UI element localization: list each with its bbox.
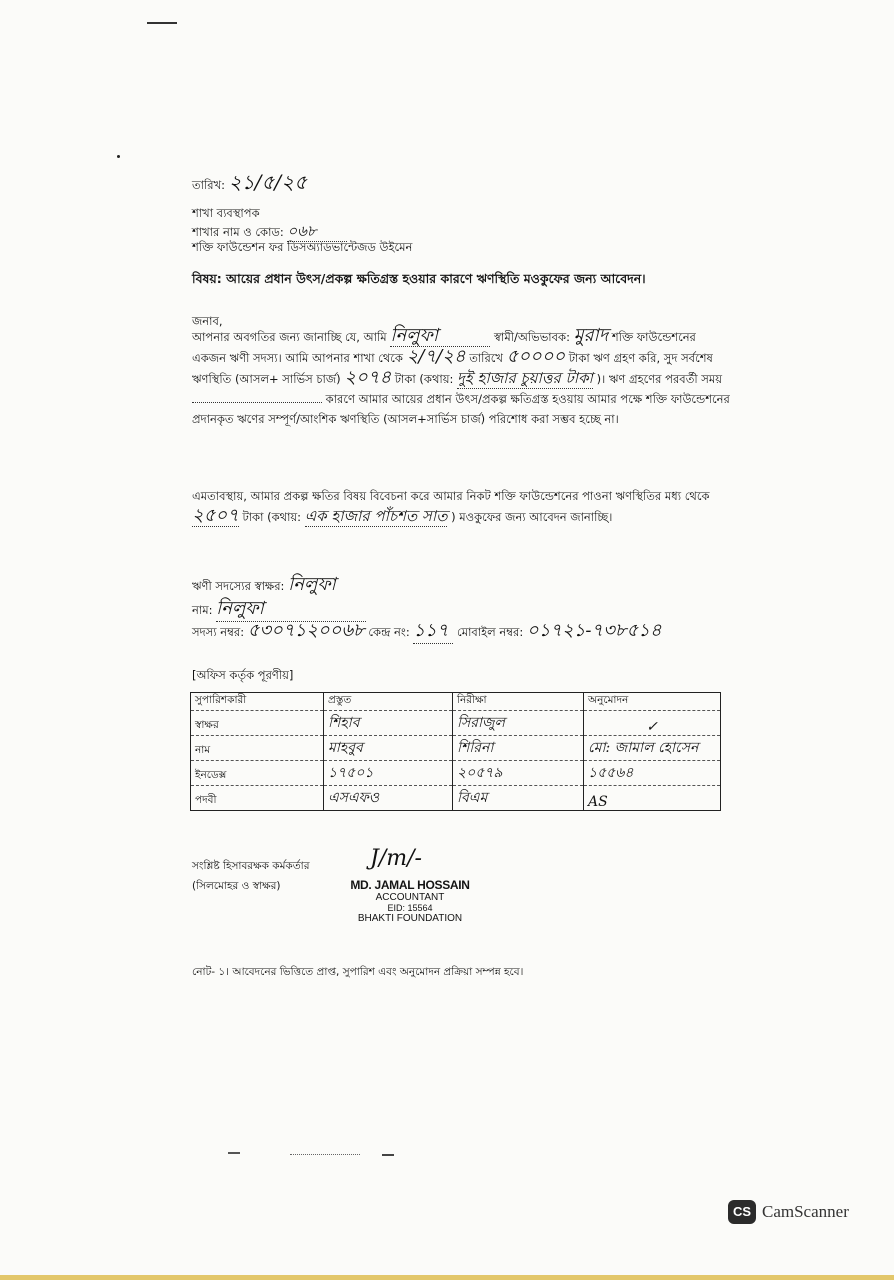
accountant-label: সংশ্লিষ্ট হিসাবরক্ষক কর্মকর্তার <box>192 860 310 872</box>
date-line <box>192 170 307 195</box>
mobile-number: ০১৭২১-৭৩৮৫১৪ <box>526 620 662 641</box>
header-cell: নিরীক্ষা <box>453 693 584 711</box>
scan-dot <box>117 155 120 158</box>
stamp-title: ACCOUNTANT <box>375 892 445 903</box>
row-label: নাম <box>191 736 324 761</box>
borrower-signature-line <box>192 574 336 597</box>
member-label: সদস্য নম্বর: <box>192 625 245 639</box>
stamp-id: EID: 15564 <box>387 903 433 913</box>
table-header-row <box>191 693 721 711</box>
borrower-name-line <box>192 598 366 622</box>
table-cell: শিহাব <box>324 711 453 736</box>
scan-artifact <box>382 1154 394 1156</box>
waiver-words: এক হাজার পাঁচশত সাত <box>304 507 448 525</box>
table-cell: মাহবুব <box>324 736 453 761</box>
office-use-title: [অফিস কর্তৃক পূরণীয়] <box>192 668 294 682</box>
page-edge-strip <box>0 1275 894 1280</box>
camscanner-watermark <box>728 1200 849 1224</box>
office-use-table <box>190 692 721 811</box>
addressee-line2 <box>192 222 347 242</box>
member-number: ৫৩০৭১২০০৬৮ <box>247 620 365 641</box>
body-paragraph-2 <box>192 486 732 527</box>
borrower-sig-label: ঋণী সদস্যের স্বাক্ষর: <box>192 579 285 593</box>
accountant-signature: J/m/- <box>370 846 422 871</box>
table-row <box>191 786 721 811</box>
p1-text-8: কারণে আমার আয়ের প্রধান উৎস/প্রকল্প ক্ষতিগ্রস্ত হওয়ায় আমার পক্ষে শক্তি ফাউন্ডেশনের প্রদানকৃত ঋণের সম্পূর্ণ/আংশিক ঋণস্থিতি (আসল+সার্ভিস চার্জ) পরিশোধ করা সম্ভব হচ্ছে না। <box>192 392 730 426</box>
addressee-line3: শক্তি ফাউন্ডেশন ফর ডিসঅ্যাডভান্টেজড উইমেন <box>192 240 413 254</box>
p2-text-2: টাকা (কথায়: <box>242 510 302 524</box>
table-cell: AS <box>584 786 721 811</box>
body-paragraph-1 <box>192 326 732 429</box>
row-label: পদবী <box>191 786 324 811</box>
table-cell: ১৭৫০১ <box>324 761 453 786</box>
p1-text-5: টাকা ঋণ গ্রহণ করি, সুদ সর্বশেষ ঋণস্থিতি (আসল+ সার্ভিস চার্জ) <box>192 351 713 386</box>
p2-text-1: এমতাবস্থায়, আমার প্রকল্প ক্ষতির বিষয় বিবেচনা করে আমার নিকট শক্তি ফাউন্ডেশনের পাওনা ঋণস্থিতির মধ্য থেকে <box>192 489 710 503</box>
stamp-org: BHAKTI FOUNDATION <box>357 913 463 924</box>
scan-mark <box>147 22 177 24</box>
p1-text-7: )। ঋণ গ্রহণের পরবর্তী সময় <box>596 372 723 386</box>
husband-name: মুরাদ <box>573 325 609 346</box>
mobile-label: মোবাইল নম্বর: <box>457 625 524 639</box>
table-cell: এসএফও <box>324 786 453 811</box>
center-label: কেন্দ্র নং: <box>368 625 410 639</box>
branch-code: ০৬৮ <box>287 222 347 242</box>
applicant-name: নিলুফা <box>390 326 490 347</box>
scan-artifact <box>228 1152 240 1154</box>
waiver-amount: ২৫০৭ <box>192 505 239 526</box>
p1-text-3: শক্তি ফাউন্ডেশনের একজন ঋণী সদস্য। আমি আপনার শাখা থেকে <box>192 330 696 365</box>
table-cell: ২০৫৭৯ <box>453 761 584 786</box>
row-label: স্বাক্ষর <box>191 711 324 736</box>
addressee-line1: শাখা ব্যবস্থাপক <box>192 206 260 220</box>
date-label: তারিখ: <box>192 178 226 192</box>
p2-text-3: ) মওকুফের জন্য আবেদন জানাচ্ছি। <box>451 510 613 524</box>
salutation: জনাব, <box>192 314 223 328</box>
header-cell: প্রস্তুত <box>324 693 453 711</box>
table-cell: শিরিনা <box>453 736 584 761</box>
accountant-seal-label: (সিলমোহর ও স্বাক্ষর) <box>192 880 281 892</box>
table-cell: সিরাজুল <box>453 711 584 736</box>
table-cell: ✓ <box>584 711 721 736</box>
balance-amount: ২০৭৪ <box>344 367 392 388</box>
table-row <box>191 711 721 736</box>
table-cell: মো: জামাল হোসেন <box>584 736 721 761</box>
table-cell: ১৫৫৬৪ <box>584 761 721 786</box>
p1-text-6: টাকা (কথায়: <box>394 372 454 386</box>
loan-amount: ৫০০০০ <box>506 346 566 367</box>
loan-date: ২/৭/২৪ <box>406 346 466 367</box>
branch-label: শাখার নাম ও কোড: <box>192 225 284 239</box>
scan-artifact <box>290 1154 360 1156</box>
camscanner-logo-icon: CS <box>728 1200 756 1224</box>
accountant-stamp <box>340 878 480 924</box>
row-label: ইনডেক্স <box>191 761 324 786</box>
header-cell: অনুমোদন <box>584 693 721 711</box>
borrower-ids-line <box>192 620 662 644</box>
date-value: ২১/৫/২৫ <box>228 170 308 194</box>
borrower-signature: নিলুফা <box>288 574 336 595</box>
center-number: ১১৭ <box>413 620 453 644</box>
subject-line: বিষয়: আয়ের প্রধান উৎস/প্রকল্প ক্ষতিগ্রস্ত হওয়ার কারণে ঋণস্থিতি মওকুফের জন্য আবেদন। <box>192 271 646 286</box>
p1-text-4: তারিখে <box>469 351 503 365</box>
camscanner-brand: CamScanner <box>762 1201 849 1221</box>
borrower-name: নিলুফা <box>216 598 366 622</box>
office-use-table-wrap <box>190 692 721 811</box>
balance-words: দুই হাজার চুয়াত্তর টাকা <box>457 369 593 387</box>
table-row <box>191 761 721 786</box>
borrower-name-label: নাম: <box>192 603 213 617</box>
p1-text-1: আপনার অবগতির জন্য জানাচ্ছি যে, আমি <box>192 330 387 344</box>
stamp-name: MD. JAMAL HOSSAIN <box>350 878 470 892</box>
p1-text-2: স্বামী/অভিভাবক: <box>494 330 570 344</box>
table-cell: বিএম <box>453 786 584 811</box>
reason-blank <box>192 402 322 403</box>
header-cell: সুপারিশকারী <box>191 693 324 711</box>
table-row <box>191 736 721 761</box>
footnote: নোট- ১। আবেদনের ভিত্তিতে প্রাপ্ত, সুপারিশ এবং অনুমোদন প্রক্রিয়া সম্পন্ন হবে। <box>192 966 524 978</box>
